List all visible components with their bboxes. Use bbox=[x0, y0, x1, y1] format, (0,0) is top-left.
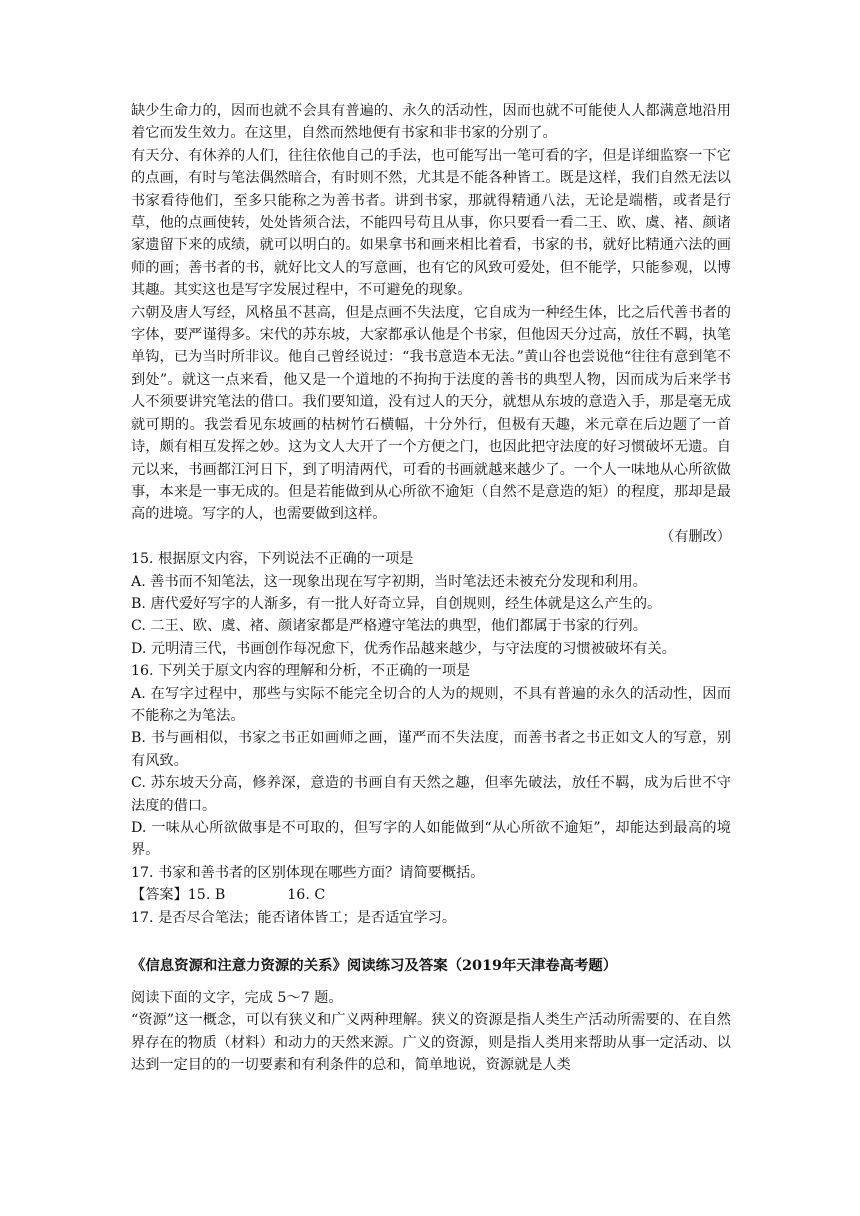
section-title: 《信息资源和注意力资源的关系》阅读练习及答案（2019年天津卷高考题） bbox=[131, 957, 618, 975]
passage-paragraph-1: 缺少生命力的，因而也就不会具有普遍的、永久的活动性，因而也就不可能使人人都满意地沿用着它而发生效力。在这里，自然而然地便有书家和非书家的分别了。 bbox=[131, 103, 731, 142]
question-16-stem: 16. 下列关于原文内容的理解和分析，不正确的一项是 bbox=[131, 663, 471, 680]
passage-paragraph-3: 六朝及唐人写经，风格虽不甚高，但是点画不失法度，它自成为一种经生体，比之后代善书者的字体，要严谨得多。宋代的苏东坡，大家都承认他是个书家，但他因天分过高，放任不羁，执笔单钩，已为当时所非议。他自己曾经说过：“我书意造本无法。”黄山谷也尝说他“往往有意到笔不到处”。就这一点来看，他又是一个道地的不拘拘于法度的善书的典型人物，因而成为后来学书人不须要讲究笔法的借口。我们要知道，没有过人的天分，就想从东坡的意造入手，那是毫无成就可期的。我尝看见东坡画的枯树竹石横幅，十分外行，但极有天趣，米元章在后边题了一首诗，颇有相互发挥之妙。这为文人大开了一个方便之门，也因此把守法度的好习惯破坏无遗。自元以来，书画都江河日下，到了明清两代，可看的书画就越来越少了。一个人一味地从心所欲做事，本来是一事无成的。但是若能做到从心所欲不逾矩（自然不是意造的矩）的程度，那却是最高的进境。写字的人，也需要做到这样。 bbox=[131, 304, 731, 523]
answer-label: 【答案】 bbox=[131, 887, 188, 904]
question-15-option-d: D. 元明清三代，书画创作每况愈下，优秀作品越来越少，与守法度的习惯被破坏有关。 bbox=[131, 640, 676, 657]
section-instruction: 阅读下面的文字，完成 5～7 题。 bbox=[131, 990, 343, 1007]
question-16-option-a: A. 在写字过程中，那些与实际不能完全切合的人为的规则，不具有普遍的永久的活动性，因而不能称之为笔法。 bbox=[131, 685, 731, 724]
question-16-option-c: C. 苏东坡天分高，修养深，意造的书画自有天然之趣，但率先破法，放任不羁，成为后世不守法度的借口。 bbox=[131, 775, 731, 814]
question-17-stem: 17. 书家和善书者的区别体现在哪些方面？请简要概括。 bbox=[131, 864, 485, 881]
document-page bbox=[131, 100, 731, 1077]
section-paragraph: “资源”这一概念，可以有狭义和广义两种理解。狭义的资源是指人类生产活动所需要的、在自然界存在的物质（材料）和动力的天然来源。广义的资源，则是指人类用来帮助从事一定活动、以达到一定目的的一切要素和有利条件的总和，简单地说，资源就是人类 bbox=[131, 1012, 731, 1074]
answer-line-1 bbox=[131, 884, 731, 906]
question-15-option-c: C. 二王、欧、虞、褚、颜诸家都是严格遵守笔法的典型，他们都属于书家的行列。 bbox=[131, 618, 647, 635]
answer-15: 15. B bbox=[187, 887, 226, 904]
passage-paragraph-2: 有天分、有休养的人们，往往依他自己的手法，也可能写出一笔可看的字，但是详细监察一下它的点画，有时与笔法偶然暗合，有时则不然，尤其是不能各种皆工。既是这样，我们自然无法以书家看待他们，至多只能称之为善书者。讲到书家，那就得精通八法，无论是端楷，或者是行草，他的点画使转，处处皆须合法，不能四号苟且从事，你只要看一看二王、欧、虞、褚、颜诸家遗留下来的成绩，就可以明白的。如果拿书和画来相比着看，书家的书，就好比精通六法的画师的画；善书者的书，就好比文人的写意画，也有它的风致可爱处，但不能学，只能参观，以博其趣。其实这也是写字发展过程中，不可避免的现象。 bbox=[131, 147, 731, 299]
question-15-stem: 15. 根据原文内容，下列说法不正确的一项是 bbox=[131, 551, 414, 568]
answer-line-2: 17. 是否尽合笔法；能否诸体皆工；是否适宜学习。 bbox=[131, 909, 457, 926]
source-note: （有删改） bbox=[660, 528, 731, 545]
answer-16: 16. C bbox=[287, 887, 326, 904]
question-16-option-d: D. 一味从心所欲做事是不可取的，但写字的人如能做到“从心所欲不逾矩”，却能达到最高的境界。 bbox=[131, 820, 731, 859]
question-15-option-b: B. 唐代爱好写字的人渐多，有一批人好奇立异，自创规则，经生体就是这么产生的。 bbox=[131, 595, 662, 612]
question-15-option-a: A. 善书而不知笔法，这一现象出现在写字初期，当时笔法还未被充分发现和利用。 bbox=[131, 573, 647, 590]
question-16-option-b: B. 书与画相似，书家之书正如画师之画，谨严而不失法度，而善书者之书正如文人的写意，别有风致。 bbox=[131, 730, 731, 769]
